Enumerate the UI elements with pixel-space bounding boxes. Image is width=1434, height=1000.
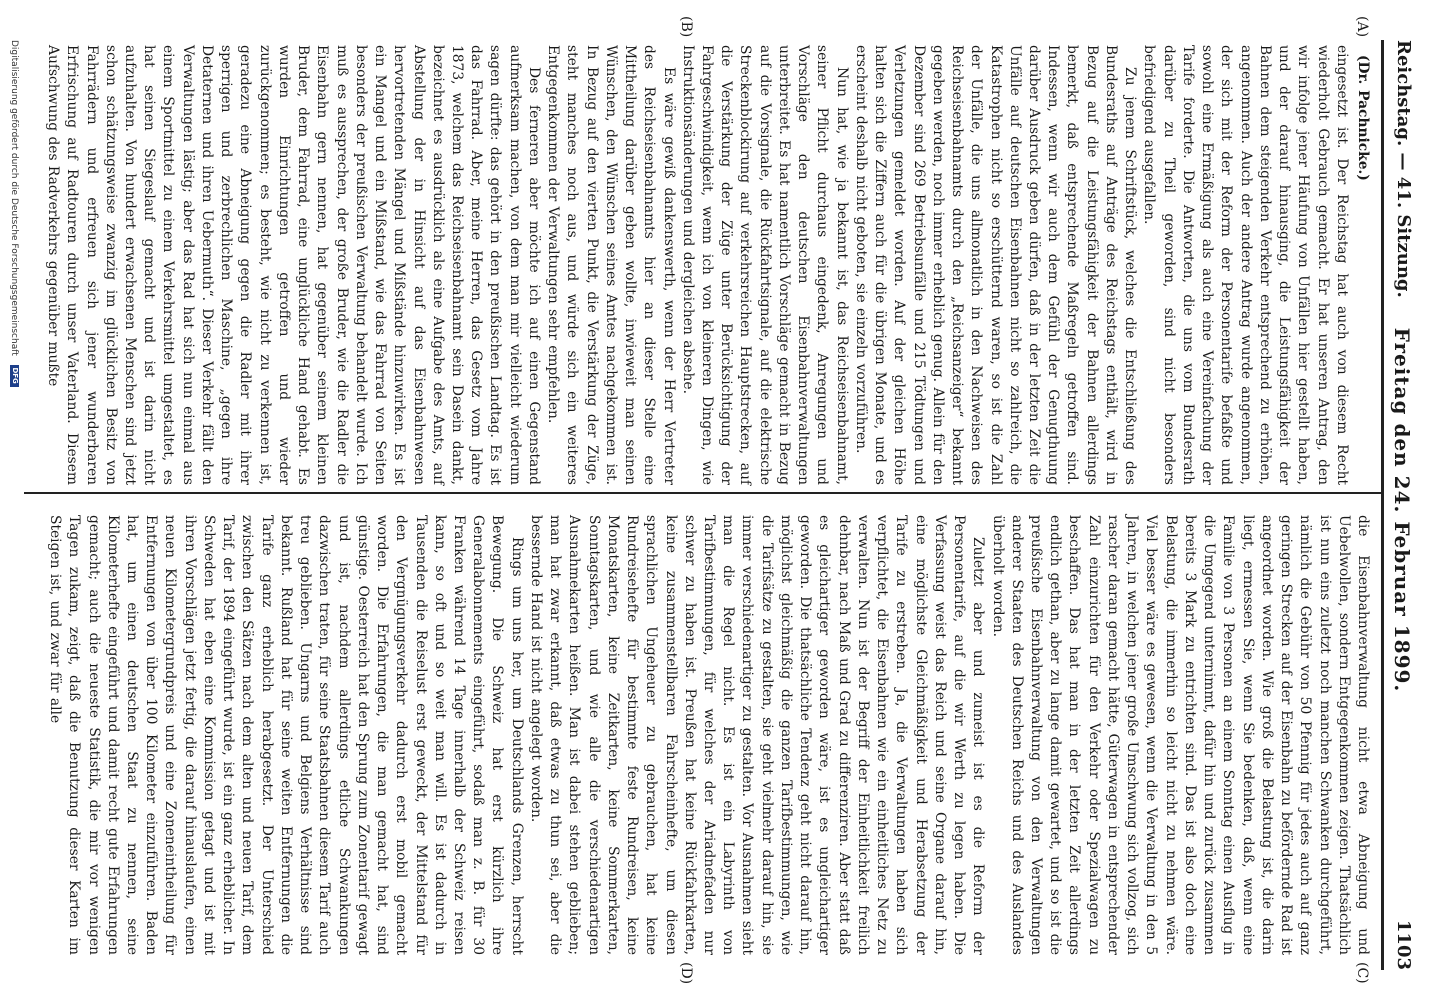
page-number: 1103 — [1393, 919, 1414, 970]
column-divider — [24, 492, 1384, 494]
paragraph: die Eisenbahnverwaltung nicht etwa Abneigung und Uebelwollen, sondern Entgegenkommen zeigen. Thatsächlich ist nun eins zuletzt noch manchen Schwanken durchgeführt, nämlich die Gebühr von 50 Pfennig für jedes auch auf ganz geringen Strecken auf der Eisenbahn zu befördernde Rad ist angeordnet worden. Wie groß die Belastung ist, die darin liegt, ermessen Sie, wenn Sie bedenken, daß, wenn eine Familie von 3 Personen an einem Sonntag einen Ausflug in die Umgegend unternimmt, dafür hin und zurück zusammen bereits 3 Mark zu entrichten sind. Das ist also doch eine Belastung, die immerhin so leicht nicht zu nehmen wäre. Viel besser wäre es gewesen, wenn die Verwaltung in den 5 Jahren, in welchen jener große Umschwung sich vollzog, sich rascher daran gemacht hätte, Güterwagen in entsprechender Zahl einzurichten für den Verkehr oder Spezialwagen zu beschaffen. Das hat man in der letzten Zeit allerdings endlich gethan, aber zu lange damit gewartet, und so ist die preußische Eisenbahnverwaltung von den Verwaltungen anderer Staaten des Deutschen Reichs und des Auslandes überholt worden. — [989, 515, 1371, 955]
left-column — [43, 45, 1372, 485]
header-rule — [1381, 40, 1384, 970]
header-date: Freitag den 24. Februar 1899. — [1390, 327, 1414, 693]
margin-marker-d: (D) — [678, 962, 694, 985]
paragraph: eingesetzt ist. Der Reichstag hat auch von diesem Recht wiederholt Gebrauch gemacht. Er hat unseren Antrag, den wir infolge jener Häufung von Unfällen hier gestellt haben, und der darauf hinausging, die Leistungsfähigkeit der Bahnen dem steigenden Verkehr entsprechend zu erhöhen, angenommen. Auch der andere Antrag wurde angenommen, der sich mit der Reform der Personentarife befaßte und sowohl eine Ermäßigung als auch eine Vereinfachung der Tarife forderte. Die Antworten, die uns vom Bundesrath darüber zu Theil geworden, sind nicht besonders befriedigend ausgefallen. — [1141, 45, 1350, 485]
margin-marker-a: (A) — [1354, 16, 1370, 38]
header-session: Reichstag. — 41. Sitzung. — [1393, 40, 1414, 298]
page-header — [1380, 40, 1420, 980]
margin-marker-b: (B) — [678, 16, 694, 38]
speaker-name: (Dr. Pachnicke.) — [1355, 55, 1371, 181]
paragraph: Des ferneren aber möchte ich auf einen Gegenstand aufmerksam machen, von dem man mir vielleicht wiederum sagen dürfte: das gehört in den preußischen Landtag. Es ist das Fahrrad. Aber, meine Herren, das Gesetz vom Jahre 1873, welchem das Reichseisenbahnamt sein Dasein dankt, bezeichnet es ausdrücklich als eine Aufgabe des Amts, auf Abstellung der in Hinsicht auf das Eisenbahnwesen hervortretenden Mängel und Mißstände hinzuwirken. Es ist ein Mangel und ein Mißstand, wie das Fahrrad von Seiten besonders der preußischen Verwaltung behandelt wurde. Ich muß es aussprechen, der große Bruder, wie die Radler die Eisenbahn gern nennen, hat gegenüber seinem kleinen Bruder, dem Fahrrad, eine unglückliche Hand gehabt. Es wurden Einrichtungen getroffen und wieder zurückgenommen; es besteht, wie nicht zu verkennen ist, geradezu eine Abneigung gegen die Radler mit ihrer sperrigen und zerbrechlichen Maschine, „gegen ihre Detaternen und ihren Uebermuth“. Dieser Verkehr fällt den Verwaltungen lästig; aber das Rad hat sich nun einmal aus einem Sportmittel zu einem Verkehrsmittel umgestaltet, es hat seinen Siegeslauf gemacht und ist darin nicht aufzuhalten. Von hundert erwachsenen Menschen sind jetzt schon schätzungsweise zwanzig im glücklichen Besitz von Fahrrädern und erfreuen sich jener wunderbaren Erfrischung auf Radtouren durch unser Vaterland. Diesem Aufschwung des Radverkehrs gegenüber mußte — [45, 45, 542, 485]
dfg-logo-icon: DFG — [10, 365, 19, 387]
paragraph: Rings um uns her, um Deutschlands Grenzen, herrscht Bewegung. Die Schweiz hat erst kürzlich ihre Generalabonnements eingeführt, sodaß man z. B. für 30 Franken während 14 Tage innerhalb der Schweiz reisen kann, so oft und so weit man will. Es ist dadurch in Tausenden die Reiselust erst geweckt, der Mittelstand für den Vergnügungsverkehr dadurch erst mobil gemacht worden. Die Erfahrungen, die man gemacht hat, sind günstige. Oesterreich hat den Sprung zum Zonentarif gewagt und ist, nachdem allerdings etliche Schwankungen dazwischen traten, für seine Staatsbahnen diesem Tarif auch treu geblieben. Ungarns und Belgiens Verhältnisse sind bekannt. Rußland hat für seine weiten Entfernungen die Tarife ganz erheblich herabgesetzt. Der Unterschied zwischen den Sätzen nach dem alten und neuen Tarif, dem Tarif, der 1894 eingeführt wurde, ist ein ganz erheblicher. In Schweden hat eben eine Kommission getagt und ist mit ihren Vorschlägen jetzt fertig, die darauf hinauslaufen, einen neuen Kilometergrundpreis und eine Zoneneintheilung für Entfernungen von über 100 Kilometer einzuführen. Baden hat, um einen deutschen Staat zu nennen, seine Kilometerhefte eingeführt und damit recht gute Erfahrungen gemacht; auch die neueste Statistik, die mir vor wenigen Tagen zukam, zeigt, daß die Benutzung dieser Karten im Steigen ist, und zwar für alle — [47, 515, 525, 955]
paragraph: Zu jenem Schriftstück, welches die Entschließung des Bundesraths auf Anträge des Reichstags enthält, wird in Bezug auf die Leistungsfähigkeit der Bahnen allerdings bemerkt, daß entsprechende Maßregeln getroffen sind. Indessen, wenn wir auch dem Gefühl der Genugthuung darüber Ausdruck geben dürfen, daß in der letzten Zeit die Unfälle auf deutschen Eisenbahnen nicht so zahlreich, die Katastrophen nicht so erschütternd waren, so ist die Zahl der Unfälle, die uns allmonatlich in den Nachweisen des Reichseisenbahnamts durch den „Reichsanzeiger“ bekannt gegeben werden, noch immer erheblich genug. Allein für den Dezember sind 269 Betriebsunfälle und 215 Tödtungen und Verletzungen gemeldet worden. Auf der gleichen Höhe halten sich die Ziffern auch für die übrigen Monate, und es erscheint deshalb nicht geboten, sie einzeln vorzuführen. — [852, 45, 1139, 485]
paragraph: Nun hat, wie ja bekannt ist, das Reichseisenbahnamt, seiner Pflicht durchaus eingedenk, Anregungen und Vorschläge den deutschen Eisenbahnverwaltungen unterbreitet. Es hat namentlich Vorschläge gemacht in Bezug auf die Vorsignale, die Rückfahrtsignale, auf die elektrische Streckenblockirung auf verkehrsreichen Hauptstrecken, auf die Verstärkung der Züge unter Berücksichtigung der Fahrgeschwindigkeit, wenn ich von kleineren Dingen, wie Instruktionsänderungen und dergleichen absehe. — [679, 45, 850, 485]
credit-text: Digitalisierung gefördert durch die Deutsche Forschungsgemeinschaft — [9, 40, 19, 356]
margin-marker-c: (C) — [1354, 962, 1370, 984]
paragraph: Zuletzt aber und zumeist ist es die Reform der Personentarife, auf die wir Werth zu legen haben. Die Verfassung weist das Reich und seine Organe darauf hin, eine möglichste Gleichmäßigkeit und Herabsetzung der Tarife zu erstreben. Ja, die Verwaltungen haben sich verpflichtet, die Eisenbahnen wie ein einheitliches Netz zu verwalten. Nun ist der Begriff der Einheitlichkeit freilich dehnbar, nach Maß und Grad zu differenziren. Aber statt daß es gleichartiger geworden wäre, ist es ungleichartiger geworden. Die thatsächliche Tendenz geht nicht darauf hin, möglichst gleichmäßig die ganzen Tarifbestimmungen, wie die Tarifsätze zu gestalten, sie geht vielmehr darauf hin, sie immer verschiedenartiger zu gestalten. Vor Ausnahmen sieht man die Regel nicht. Es ist ein Labyrinth von Tarifbestimmungen, für welches der Ariadnefaden nur schwer zu haben ist. Preußen hat keine Rückfahrkarten, keine zusammenstellbaren Fahrscheinhefte, um diesen sprachlichen Ungeheuer zu gebrauchen, hat keine Rundreisehefte für bestimmte feste Rundreisen, keine Monatskarten, keine Zeitkarten, keine Sommerkarten, Sonntagskarten, und wie alle die verschiedenartigen Ausnahmekarten heißen. Man ist dabei stehen geblieben; man hat zwar erkannt, daß etwas zu thun sei, aber die bessernde Hand ist nicht angelegt worden. — [527, 515, 987, 955]
right-column — [45, 515, 1372, 955]
paragraph: Es wäre gewiß dankenswerth, wenn der Herr Vertreter des Reichseisenbahnamts hier an dieser Stelle eine Mittheilung darüber geben wollte, inwieweit man seinen Wünschen, den Wünschen seines Amtes nachgekommen ist. In Bezug auf den vierten Punkt, die Verstärkung der Züge, steht manches noch aus, und würde sich ein weiteres Entgegenkommen der Verwaltungen sehr empfehlen. — [545, 45, 677, 485]
digitization-credit — [9, 40, 19, 980]
